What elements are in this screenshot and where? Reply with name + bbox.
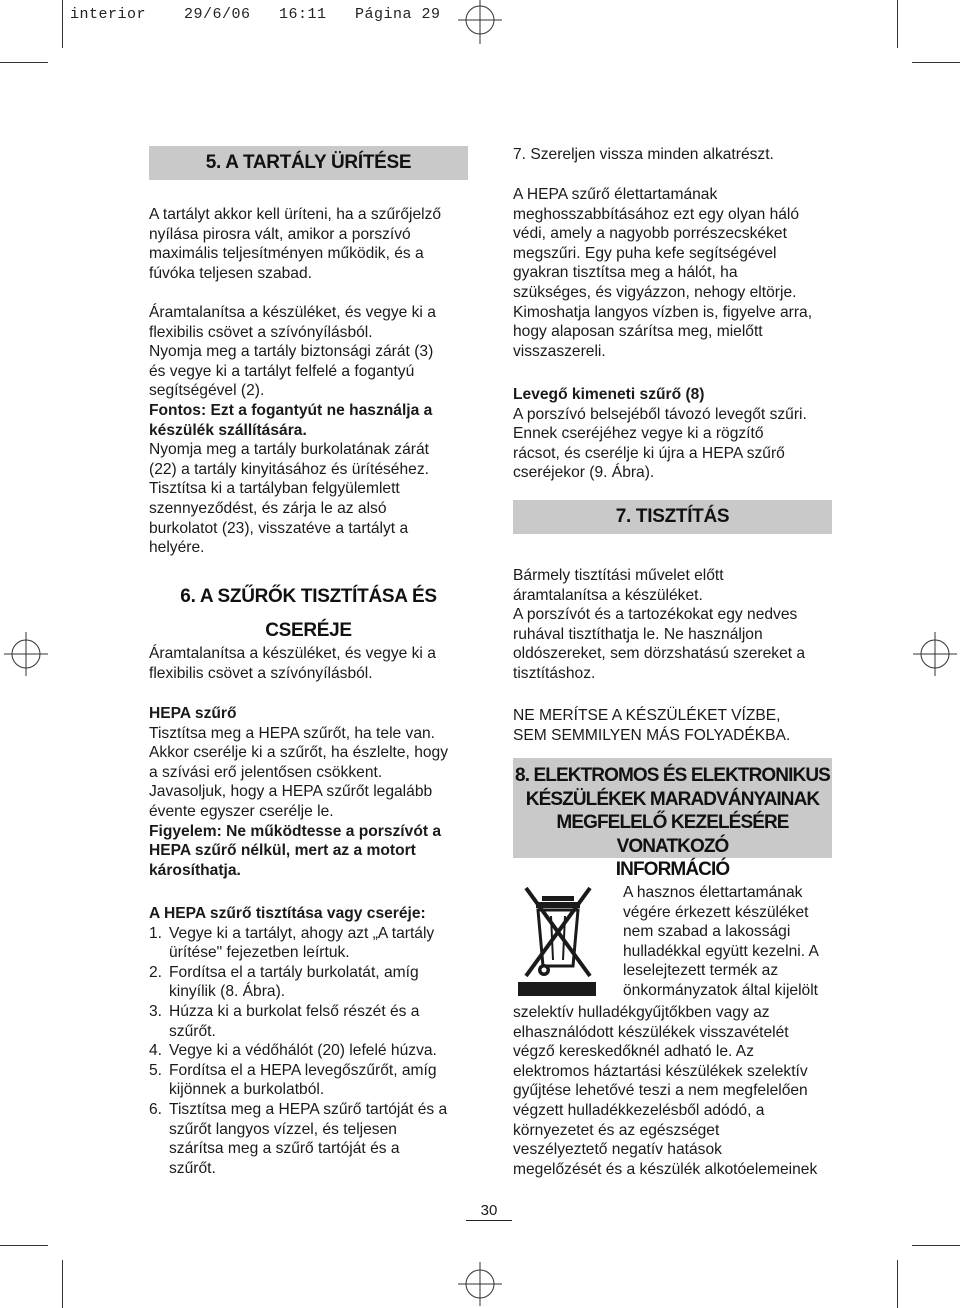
text-line: Áramtalanítsa a készüléket, és vegye ki a (149, 304, 436, 321)
crop-mark-top-right-h (912, 62, 960, 63)
crop-mark-bottom-right-h (912, 1245, 960, 1246)
warning-line: károsíthatja. (149, 861, 241, 879)
text-line: végére érkezett készüléket (623, 903, 809, 921)
text-line: ruhával tisztíthatja le. Ne használjon (513, 625, 763, 643)
text-line: fúvóka teljesen szabad. (149, 264, 312, 282)
step-number: 2. (149, 963, 163, 981)
left-hepa-text (149, 704, 479, 880)
text-line: tisztításhoz. (513, 664, 596, 682)
crop-mark-bottom-right-v (897, 1260, 898, 1308)
text-line: Javasoljuk, hogy a HEPA szűrőt legalább (149, 783, 433, 801)
section-heading-weee (513, 758, 832, 880)
text-line: A porszívó belsejéből távozó levegőt szűri. (513, 405, 807, 423)
text-line: leselejtezett termék az (623, 962, 779, 980)
text-line: elektromos háztartási készülékek szelektív (513, 1062, 808, 1080)
text-line: szárítsa meg a szűrő tartóját és a (169, 1140, 400, 1158)
right-weee-full-text (513, 1003, 843, 1179)
text-line: szelektív hulladékgyűjtőkben vagy az (513, 1004, 770, 1021)
text-line: hulladékkal együtt kezelni. A (623, 942, 819, 960)
text-line: megelőzését és a készülék alkotóelemeinek (513, 1160, 818, 1178)
warning-line: Figyelem: Ne működtesse a porszívót a (149, 822, 442, 840)
text-line: 7. Szereljen vissza minden alkatrészt. (513, 146, 774, 163)
weee-heading-line: 8. ELEKTROMOS ÉS ELEKTRONIKUS (515, 765, 830, 786)
weee-heading-line: MEGFELELŐ KEZELÉSÉRE VONATKOZÓ (556, 812, 789, 857)
text-line: végzett hulladékkezelésből adódó, a (513, 1101, 765, 1119)
right-reassemble (513, 145, 843, 165)
text-line: ürítése" fejezetben leírtuk. (169, 944, 350, 962)
right-cleaning-text (513, 566, 843, 684)
text-line: SEM SEMMILYEN MÁS FOLYADÉKBA. (513, 726, 791, 744)
text-line: környezetet és az egészséget (513, 1121, 720, 1139)
step-item (149, 1041, 479, 1061)
text-line: áramtalanítsa a készüléket. (513, 586, 703, 604)
step-item (149, 1061, 479, 1100)
text-line: helyére. (149, 539, 205, 557)
warning-line: készülék szállítására. (149, 421, 307, 439)
text-line: flexibilis csövet a szívónyílásból. (149, 323, 373, 341)
text-line: burkolatot (23), visszatéve a tartályt a (149, 519, 409, 537)
right-caps-warning (513, 706, 843, 745)
page-number: 30 (466, 1202, 512, 1221)
text-line: Akkor cserélje ki a szűrőt, ha észlelte, hogy (149, 744, 449, 762)
text-line: A porszívót és a tartozékokat egy nedves (513, 606, 798, 624)
registration-mark-left (4, 632, 48, 676)
text-line: NE MERÍTSE A KÉSZÜLÉKET VÍZBE, (513, 707, 781, 724)
registration-mark-top (458, 0, 502, 44)
text-line: hogy alaposan szárítsa meg, mielőtt (513, 323, 763, 341)
text-line: évente egyszer cserélje le. (149, 802, 334, 820)
warning-line: HEPA szűrő nélkül, mert az a motort (149, 842, 416, 860)
crop-mark-top-left-h (0, 62, 48, 63)
text-line: veszélyeztető negatív hatások (513, 1141, 722, 1159)
text-line: A tartályt akkor kell üríteni, ha a szűrőjelző (149, 206, 442, 223)
text-line: a szívási erő jelentősen csökkent. (149, 763, 383, 781)
step-item (149, 1002, 479, 1041)
steps-title: A HEPA szűrő tisztítása vagy cseréje: (149, 905, 426, 922)
section-heading-tank: 5. A TARTÁLY ÜRÍTÉSE (149, 146, 468, 180)
text-line: Nyomja meg a tartály biztonsági zárát (3) (149, 343, 434, 361)
text-line: végző kereskedőknél adható le. Az (513, 1043, 754, 1061)
left-steps (149, 904, 479, 1178)
section-heading-cleaning: 7. TISZTÍTÁS (513, 500, 832, 534)
text-line: cseréjekor (9. Ábra). (513, 464, 655, 482)
text-line: Fordítsa el a HEPA levegőszűrőt, amíg (169, 1061, 437, 1079)
text-line: elhasználódott készülékek visszavételét (513, 1023, 789, 1041)
right-weee-side-text (623, 883, 843, 1001)
text-line: Vegye ki a védőhálót (20) lefelé húzva. (169, 1042, 437, 1060)
text-line: Áramtalanítsa a készüléket, és vegye ki a (149, 645, 436, 662)
text-line: Nyomja meg a tartály burkolatának zárát (149, 441, 429, 459)
weee-heading-line: INFORMÁCIÓ (615, 859, 730, 880)
right-hepa-net (513, 185, 843, 361)
text-line: Vegye ki a tartályt, ahogy azt „A tartály (169, 924, 435, 942)
text-line: szükséges, és vigyázzon, nehogy eltörje. (513, 283, 797, 301)
text-line: Húzza ki a burkolat felső részét és a (169, 1002, 420, 1020)
left-tank-text (149, 205, 479, 283)
text-line: szűrőt. (169, 1159, 216, 1177)
text-line: védi, amely a nagyobb porrészecskéket (513, 225, 787, 243)
text-line: megszűri. Egy puha kefe segítségével (513, 244, 777, 262)
text-line: (22) a tartály kinyitásához és ürítéséhez. (149, 460, 429, 478)
text-line: Bármely tisztítási művelet előtt (513, 567, 724, 584)
text-line: Fordítsa el a tartály burkolatát, amíg (169, 963, 419, 981)
text-line: szennyeződést, és zárja le az alsó (149, 499, 387, 517)
text-line: Tisztítsa meg a HEPA szűrőt, ha tele van. (149, 724, 436, 742)
step-number: 4. (149, 1042, 163, 1060)
section-heading-filters: 6. A SZŰRŐK TISZTÍTÁSA ÉS CSERÉJE (180, 586, 437, 641)
text-line: önkormányzatok által kijelölt (623, 981, 819, 999)
step-item (149, 963, 479, 1002)
text-line: nem szabad a lakossági (623, 923, 791, 941)
step-number: 5. (149, 1061, 163, 1079)
text-line: Kimoshatja langyos vízben is, figyelve arra, (513, 303, 813, 321)
left-unplug-text (149, 303, 479, 558)
step-item (149, 1100, 479, 1178)
step-number: 6. (149, 1100, 163, 1118)
crop-mark-top-right-v (897, 0, 898, 48)
text-line: flexibilis csövet a szívónyílásból. (149, 664, 373, 682)
text-line: maximális teljesítményen működik, és a (149, 245, 424, 263)
text-line: szűrőt langyos vízzel, és teljesen (169, 1120, 397, 1138)
text-line: kinyílik (8. Ábra). (169, 983, 286, 1001)
step-item (149, 924, 479, 963)
text-line: A HEPA szűrő élettartamának (513, 186, 718, 203)
text-line: Ennek cseréjéhez vegye ki a rögzítő (513, 425, 764, 443)
text-line: kijönnek a burkolatból. (169, 1081, 325, 1099)
step-number: 1. (149, 924, 163, 942)
text-line: A hasznos élettartamának (623, 884, 803, 901)
text-line: gyakran tisztítsa meg a hálót, ha (513, 264, 738, 282)
hepa-title: HEPA szűrő (149, 705, 237, 722)
text-line: Tisztítsa ki a tartályban felgyülemlett (149, 480, 400, 498)
text-line: Tisztítsa meg a HEPA szűrő tartóját és a (169, 1100, 448, 1118)
print-slug: interior 29/6/06 16:11 Página 29 (70, 6, 441, 23)
step-number: 3. (149, 1002, 163, 1020)
text-line: segítségével (2). (149, 382, 265, 400)
text-line: rácsot, és cserélje ki újra a HEPA szűrő (513, 444, 785, 462)
registration-mark-bottom (458, 1262, 502, 1306)
crossed-out-wheelie-bin-icon (518, 884, 598, 1000)
registration-mark-right (913, 632, 957, 676)
left-filters-intro (149, 644, 479, 683)
crop-mark-bottom-left-v (62, 1260, 63, 1308)
weee-heading-line: KÉSZÜLÉKEK MARADVÁNYAINAK (525, 788, 820, 810)
crop-mark-bottom-left-h (0, 1245, 48, 1246)
text-line: visszaszereli. (513, 342, 606, 360)
text-line: meghosszabbításához ezt egy olyan háló (513, 205, 800, 223)
right-outlet-filter (513, 385, 843, 483)
text-line: gyűjtése lehetővé teszi a nem megfelelően (513, 1082, 808, 1100)
crop-mark-top-left-v (62, 0, 63, 48)
text-line: oldószereket, sem dörzshatású szereket a (513, 645, 806, 663)
text-line: nyílása pirosra vált, amikor a porszívó (149, 225, 411, 243)
warning-line: Fontos: Ezt a fogantyút ne használja a (149, 401, 433, 419)
outlet-title: Levegő kimeneti szűrő (8) (513, 386, 705, 403)
text-line: szűrőt. (169, 1022, 216, 1040)
text-line: és vegye ki a tartályt felfelé a fogantyú (149, 362, 415, 380)
